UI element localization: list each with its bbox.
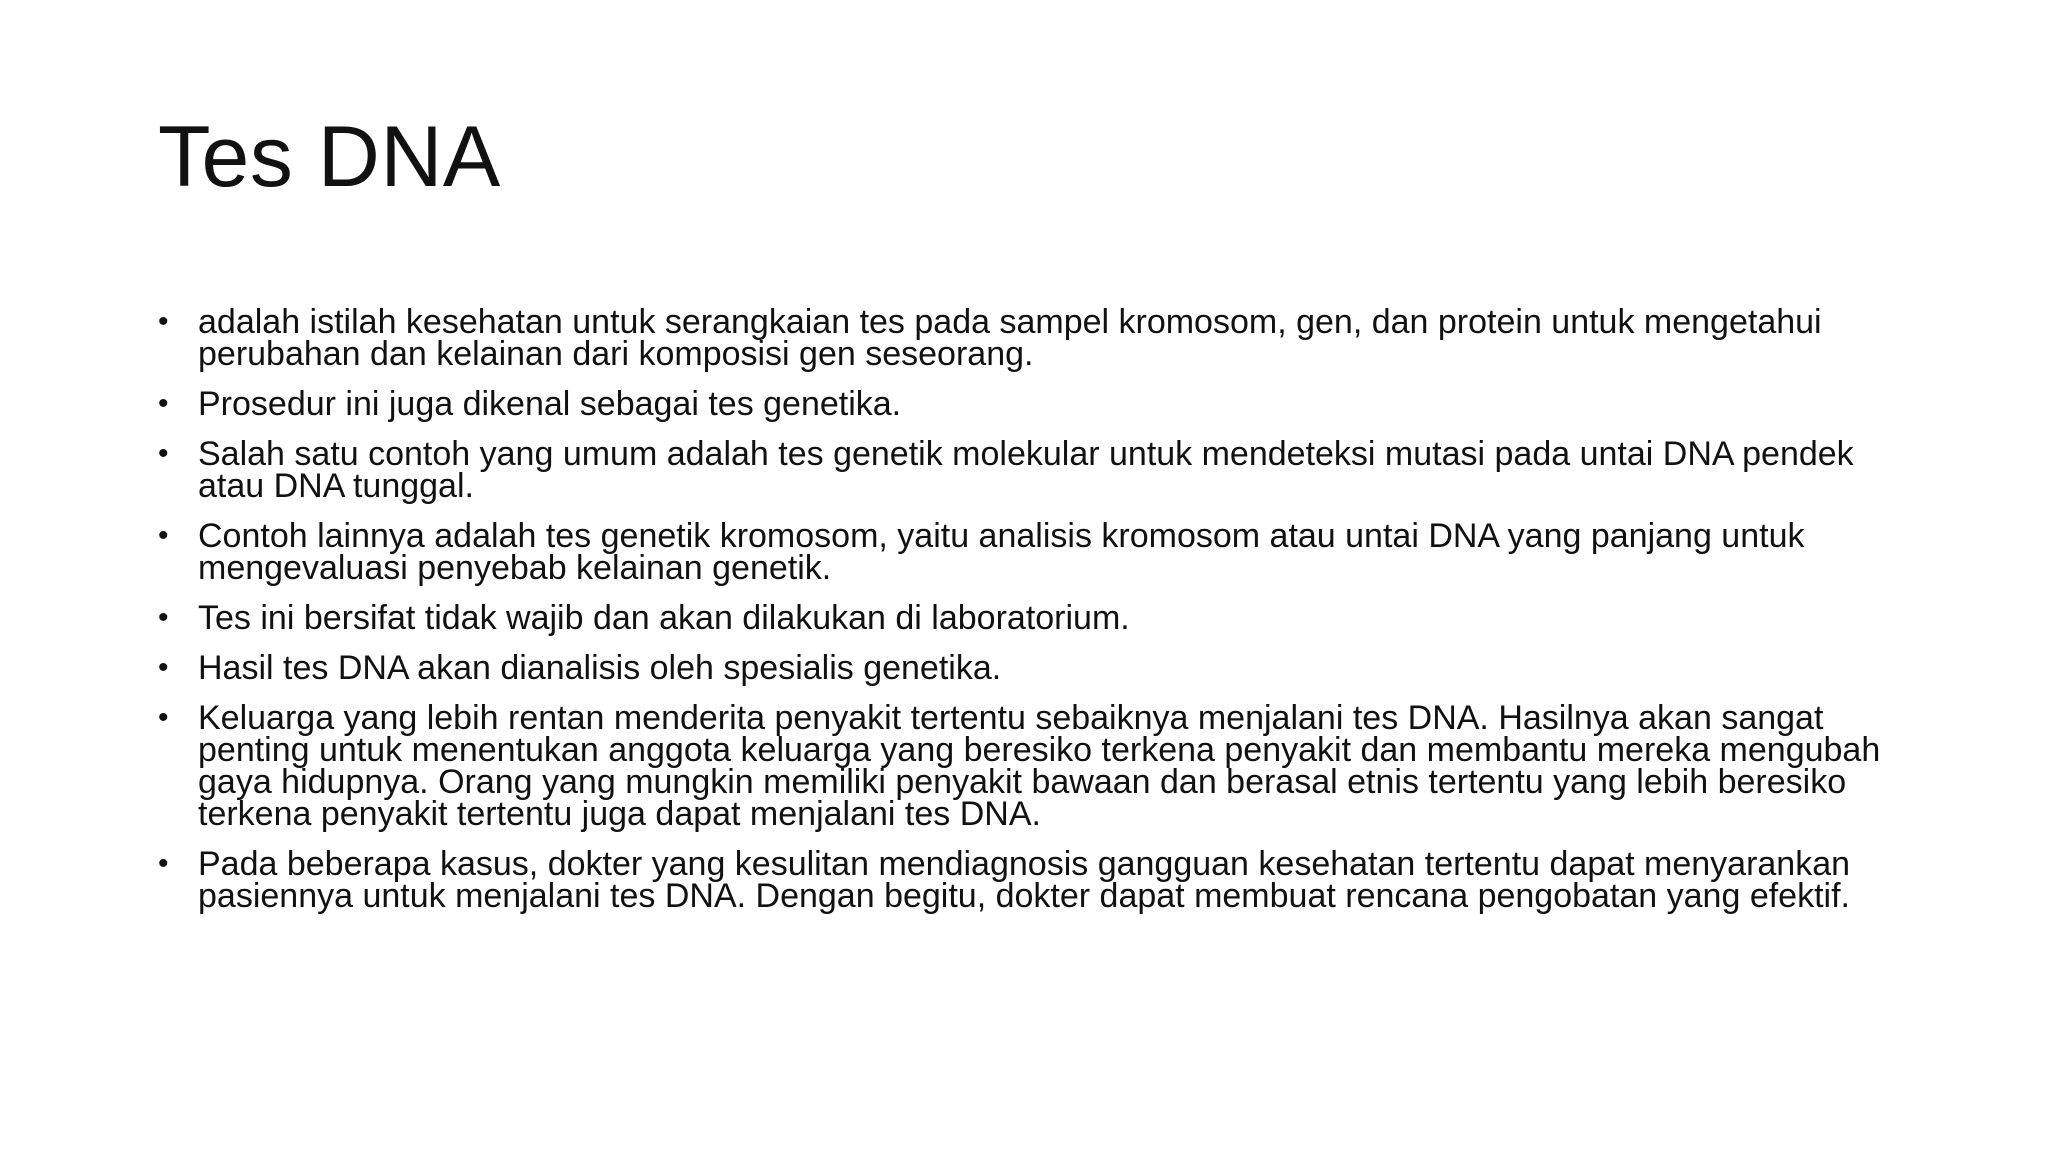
bullet-item <box>158 303 1918 373</box>
bullet-dot-icon: • <box>158 651 169 684</box>
bullet-text: adalah istilah kesehatan untuk serangkaian tes pada sampel kromosom, gen, dan protein untuk mengetahui perubahan dan kelainan dari komposisi gen seseorang. <box>198 303 1822 373</box>
slide-title: Tes DNA <box>158 109 501 205</box>
bullet-item <box>158 517 1918 587</box>
bullet-item <box>158 845 1918 915</box>
bullet-item <box>158 435 1918 505</box>
bullet-dot-icon: • <box>158 601 169 634</box>
bullet-dot-icon: • <box>158 847 169 880</box>
bullet-item <box>158 599 1918 637</box>
bullet-dot-icon: • <box>158 701 169 734</box>
bullet-dot-icon: • <box>158 305 169 338</box>
bullet-item <box>158 699 1918 833</box>
bullet-text: Keluarga yang lebih rentan menderita penyakit tertentu sebaiknya menjalani tes DNA. Hasilnya akan sangat penting untuk menentukan anggota keluarga yang beresiko terkena penyakit dan membantu mereka mengubah gaya hidupnya. Orang yang mungkin memiliki penyakit bawaan dan berasal etnis tertentu yang lebih beresiko terkena penyakit tertentu juga dapat menjalani tes DNA. <box>198 699 1881 833</box>
bullet-dot-icon: • <box>158 437 169 470</box>
bullet-text: Contoh lainnya adalah tes genetik kromosom, yaitu analisis kromosom atau untai DNA yang panjang untuk mengevaluasi penyebab kelainan genetik. <box>198 517 1805 587</box>
bullet-list <box>158 303 1918 930</box>
bullet-item <box>158 385 1918 423</box>
bullet-text: Salah satu contoh yang umum adalah tes genetik molekular untuk mendeteksi mutasi pada untai DNA pendek atau DNA tunggal. <box>198 435 1854 505</box>
bullet-item <box>158 649 1918 687</box>
bullet-text: Prosedur ini juga dikenal sebagai tes genetika. <box>198 385 902 423</box>
bullet-text: Tes ini bersifat tidak wajib dan akan dilakukan di laboratorium. <box>198 599 1130 637</box>
bullet-dot-icon: • <box>158 519 169 552</box>
bullet-text: Pada beberapa kasus, dokter yang kesulitan mendiagnosis gangguan kesehatan tertentu dapat menyarankan pasiennya untuk menjalani tes DNA. Dengan begitu, dokter dapat membuat rencana pengobatan yang efektif. <box>198 845 1851 915</box>
bullet-text: Hasil tes DNA akan dianalisis oleh spesialis genetika. <box>198 649 1002 687</box>
bullet-dot-icon: • <box>158 387 169 420</box>
